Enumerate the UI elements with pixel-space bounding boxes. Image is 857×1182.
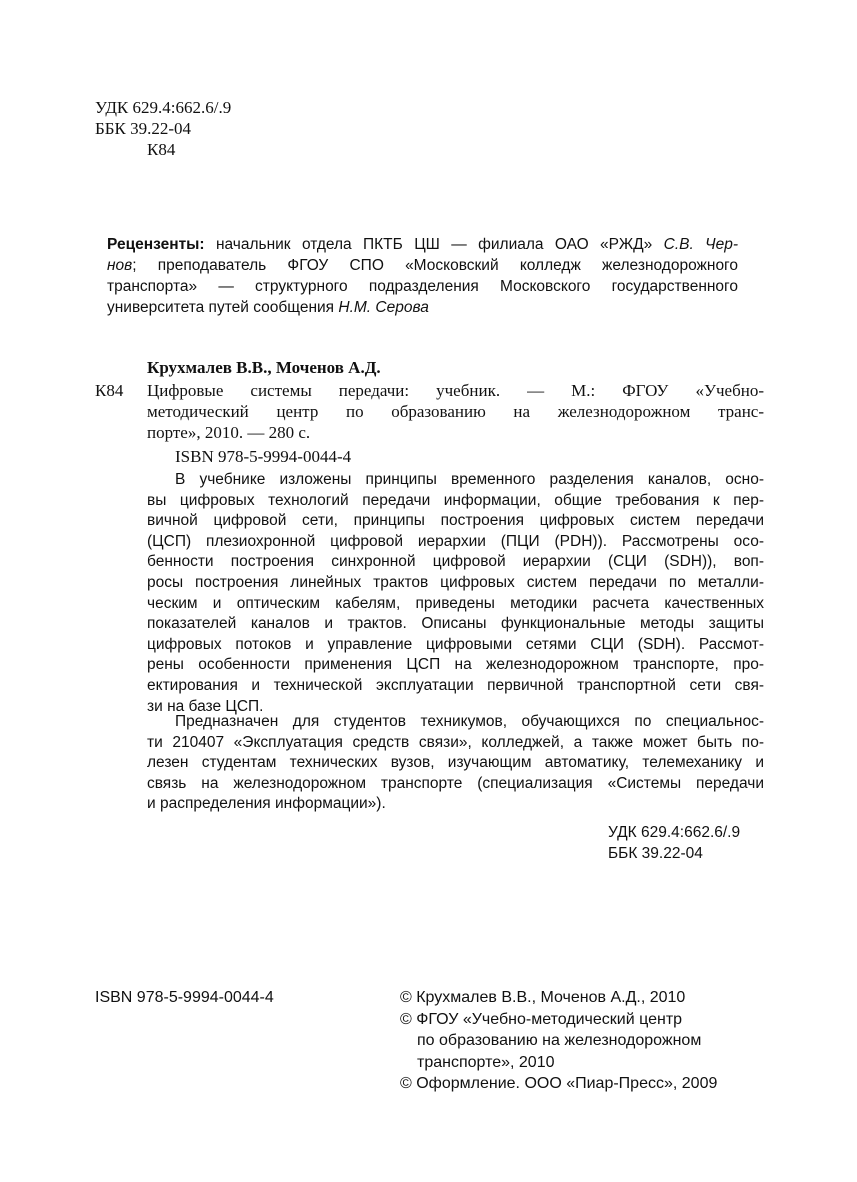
annotation-line: зи на базе ЦСП. xyxy=(147,697,264,715)
annotation-line: вичной цифровой сети, принципы построения цифровых систем передачи xyxy=(147,512,764,530)
reviewer-name-1: С.В. Чер- xyxy=(663,236,738,253)
udk-header xyxy=(95,97,231,160)
purpose-line: связь на железнодорожном транспорте (специализация «Системы передачи xyxy=(147,774,764,792)
annotation-line: ектирования и технической эксплуатации первичной транспортной сети свя- xyxy=(147,676,764,694)
bbk-code-bottom: ББК 39.22-04 xyxy=(608,845,703,862)
udk-code: УДК 629.4:662.6/.9 xyxy=(95,98,232,117)
udk-code-bottom: УДК 629.4:662.6/.9 xyxy=(608,824,741,841)
bib-line: методический центр по образованию на железнодорожном транс- xyxy=(147,402,764,421)
reviewers-line-1: Рецензенты: начальник отдела ПКТБ ЦШ — филиала ОАО «РЖД» С.В. Чер- xyxy=(107,236,738,253)
isbn-main: ISBN 978-5-9994-0044-4 xyxy=(175,447,352,466)
copyright-block xyxy=(400,987,717,1095)
annotation-line: (ЦСП) плезиохронной цифровой иерархии (ПЦИ (PDH)). Рассмотрены осо- xyxy=(147,532,764,550)
annotation-line: показателей каналов и трактов. Описаны функциональные методы защиты xyxy=(147,615,764,633)
annotation-line: рены особенности применения ЦСП на железнодорожном транспорте, про- xyxy=(147,656,764,674)
bib-line: Цифровые системы передачи: учебник. — М.: ФГОУ «Учебно- xyxy=(147,381,764,400)
bib-line: порте», 2010. — 280 с. xyxy=(147,423,311,442)
annotation-line: В учебнике изложены принципы временного разделения каналов, осно- xyxy=(175,471,764,488)
reviewers-label: Рецензенты: xyxy=(107,236,205,253)
annotation-line: росы построения линейных трактов цифровых систем передачи по металли- xyxy=(147,573,764,591)
bibliographic-description xyxy=(147,380,764,443)
copyright-line: © Крухмалев В.В., Моченов А.Д., 2010 xyxy=(400,989,686,1006)
bbk-code: ББК 39.22-04 xyxy=(95,119,192,138)
reviewers-line-4: университета путей сообщения Н.М. Серова xyxy=(107,299,429,316)
reviewer-name-2: Н.М. Серова xyxy=(338,299,429,316)
copyright-line: транспорте», 2010 xyxy=(417,1053,555,1071)
annotation xyxy=(147,470,764,717)
isbn-bottom: ISBN 978-5-9994-0044-4 xyxy=(95,989,274,1006)
purpose-line: лезен студентам технических вузов, изучающим автоматику, телемеханику и xyxy=(147,754,764,772)
copyright-line: по образованию на железнодорожном xyxy=(417,1032,702,1049)
annotation-line: бенности построения синхронной цифровой иерархии (СЦИ (SDH)), воп- xyxy=(147,553,764,571)
author-sign-code: К84 xyxy=(147,140,176,159)
purpose xyxy=(147,712,764,815)
purpose-line: и распределения информации»). xyxy=(147,795,386,813)
copyright-line: © Оформление. ООО «Пиар-Пресс», 2009 xyxy=(400,1075,718,1092)
reviewers-line-2: нов; преподаватель ФГОУ СПО «Московский колледж железнодорожного xyxy=(107,257,738,274)
annotation-line: вы цифровых технологий передачи информации, общие требования к пер- xyxy=(147,491,764,509)
udk-footer xyxy=(608,822,740,864)
annotation-line: цифровых потоков и управление цифровыми сетями СЦИ (SDH). Рассмот- xyxy=(147,635,764,653)
author-sign-code-left: К84 xyxy=(95,381,124,400)
annotation-line: ческим и оптическим кабелям, приведены методики расчета качественных xyxy=(147,594,764,612)
reviewers-line-3: транспорта» — структурного подразделения Московского государственного xyxy=(107,278,738,295)
purpose-line: ти 210407 «Эксплуатация средств связи», колледжей, а также может быть по- xyxy=(147,733,764,751)
copyright-line: © ФГОУ «Учебно-методический центр xyxy=(400,1010,683,1028)
authors: Крухмалев В.В., Моченов А.Д. xyxy=(147,358,381,377)
reviewers-block xyxy=(107,234,738,318)
purpose-line: Предназначен для студентов техникумов, обучающихся по специальнос- xyxy=(175,713,764,730)
